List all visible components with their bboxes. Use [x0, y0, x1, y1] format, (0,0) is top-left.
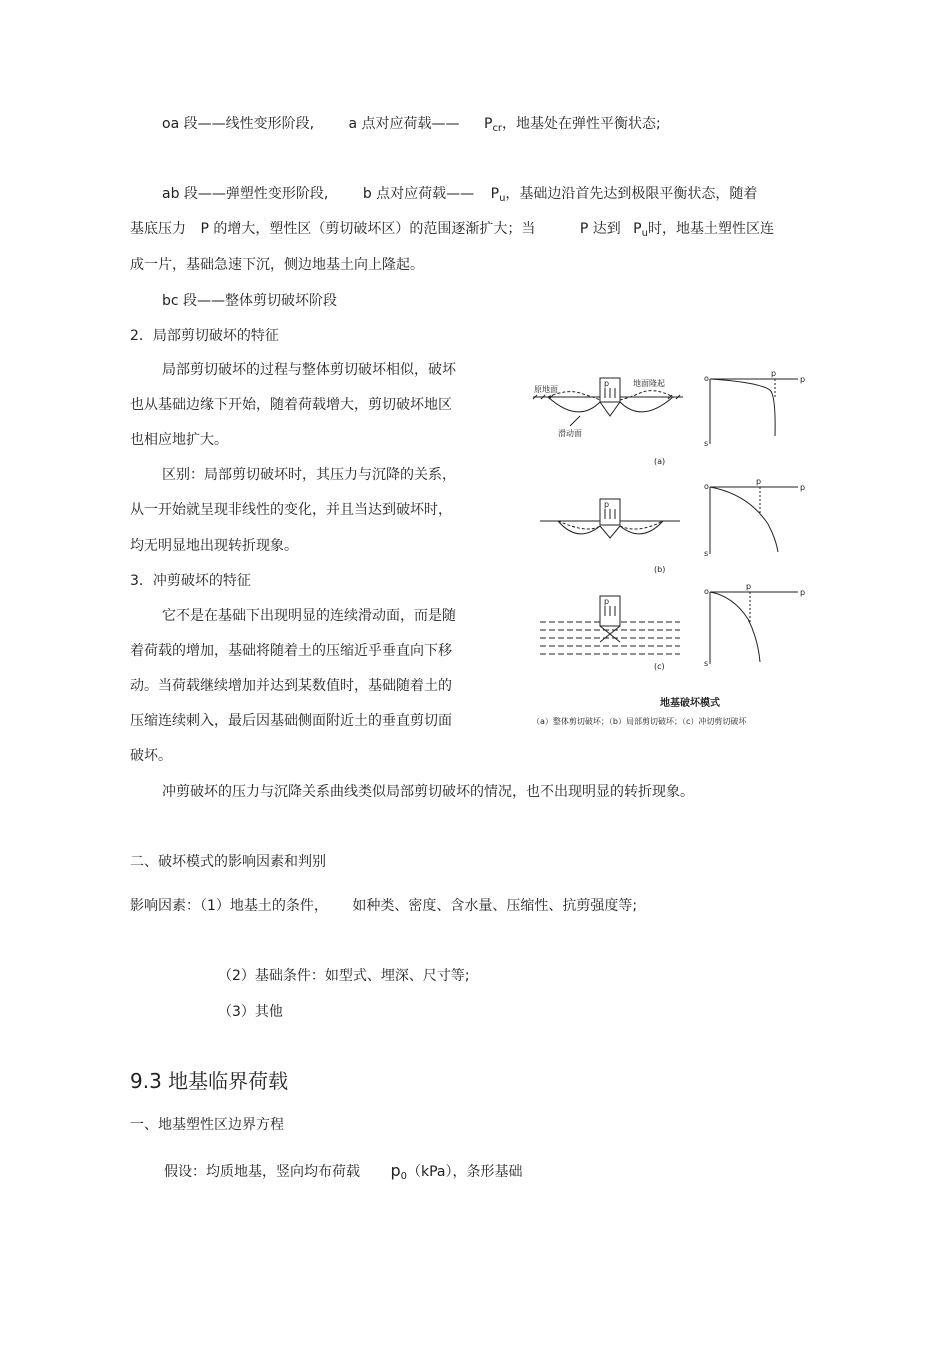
punch-shear-c — [600, 626, 620, 642]
factor-1: 影响因素：（1）地基土的条件， 如种类、密度、含水量、压缩性、抗剪强度等; — [130, 898, 638, 914]
line-ab-1: ab 段——弹塑性变形阶段, b 点对应荷载—— $P_u$，基础边沿首先达到极限平衡状态，随着 — [162, 186, 758, 204]
label-p-b: p — [800, 483, 806, 492]
label-pu-curve-a: p — [771, 369, 777, 378]
assumption-line: 假设：均质地基，竖向均布荷载 $p_0(kPa)$，条形基础 — [164, 1161, 523, 1182]
label-pu-c: p — [604, 597, 610, 606]
label-p-c: p — [800, 588, 806, 597]
label-o-c: o — [704, 587, 709, 596]
curve-b — [710, 487, 778, 552]
para-local-2: 也从基础边缘下开始，随着荷载增大，剪切破坏地区 — [130, 397, 452, 413]
label-o-a: o — [704, 374, 709, 383]
curve-a — [710, 379, 775, 436]
line-ab-3: 成一片，基础急速下沉，侧边地基土向上隆起。 — [130, 257, 424, 273]
para-local-6: 均无明显地出现转折现象。 — [130, 538, 298, 554]
label-a: (a) — [654, 457, 666, 466]
para-punch-4: 压缩连续刺入，最后因基础侧面附近土的垂直剪切面 — [130, 713, 452, 729]
slip-leader-a — [570, 416, 580, 426]
heading-local-shear: 2．局部剪切破坏的特征 — [130, 328, 279, 344]
label-p-a: p — [800, 375, 806, 384]
curve-c — [710, 592, 760, 662]
factor-3: （3）其他 — [218, 1004, 283, 1020]
label-s-a: s — [704, 439, 709, 448]
label-s-b: s — [704, 549, 709, 558]
label-slip: 滑动面 — [558, 429, 582, 438]
label-pu-curve-c: p — [746, 582, 752, 591]
failure-mode-svg — [528, 364, 818, 736]
heading-punch-shear: 3．冲剪破坏的特征 — [130, 573, 251, 589]
bulge-right-a — [620, 391, 673, 400]
para-local-4: 区别：局部剪切破坏时，其压力与沉降的关系， — [162, 467, 456, 483]
label-pu-a: p — [604, 379, 610, 388]
para-local-5: 从一开始就呈现非线性的变化，并且当达到破坏时， — [130, 502, 452, 518]
para-punch-5: 破坏。 — [130, 748, 172, 764]
failure-mode-figure — [528, 364, 818, 736]
para-punch-2: 着荷载的增加，基础将随着土的压缩近乎垂直向下移 — [130, 643, 452, 659]
label-o-b: o — [704, 482, 709, 491]
para-local-1: 局部剪切破坏的过程与整体剪切破坏相似，破坏 — [162, 362, 456, 378]
label-bulge: 地面隆起 — [633, 379, 665, 388]
section-title-9-3: 9.3 地基临界荷载 — [130, 1069, 289, 1093]
label-orig-ground: 原地面 — [534, 385, 558, 394]
figure-caption: 地基破坏模式 — [660, 698, 720, 709]
factor-2: （2）基础条件：如型式、埋深、尺寸等; — [218, 968, 470, 984]
line-ab-2: 基底压力 P 的增大，塑性区（剪切破坏区）的范围逐渐扩大；当 P 达到 $P_u$时，地基土塑性区连 — [130, 221, 774, 239]
section-factors: 二、破坏模式的影响因素和判别 — [130, 854, 326, 870]
para-punch-3: 动。当荷载继续增加并达到某数值时，基础随着土的 — [130, 678, 452, 694]
line-bc: bc 段——整体剪切破坏阶段 — [162, 293, 338, 309]
line-oa: oa 段——线性变形阶段, a 点对应荷载—— $P_{cr}$，地基处在弹性平衡状态; — [162, 116, 661, 134]
label-pu-curve-b: p — [756, 477, 762, 486]
section-plastic-boundary: 一、地基塑性区边界方程 — [130, 1117, 284, 1133]
label-b: (b) — [654, 565, 666, 574]
para-punch-6: 冲剪破坏的压力与沉降关系曲线类似局部剪切破坏的情况，也不出现明显的转折现象。 — [162, 784, 694, 800]
para-local-3: 也相应地扩大。 — [130, 432, 228, 448]
figure-subcaption: （a）整体剪切破坏；（b）局部剪切破坏；（c）冲切剪切破坏 — [532, 717, 747, 726]
label-s-c: s — [704, 659, 709, 668]
soil-layers-c — [540, 622, 680, 654]
para-punch-1: 它不是在基础下出现明显的连续滑动面，而是随 — [162, 608, 456, 624]
label-c: (c) — [654, 662, 665, 671]
label-pu-b: p — [604, 500, 610, 509]
